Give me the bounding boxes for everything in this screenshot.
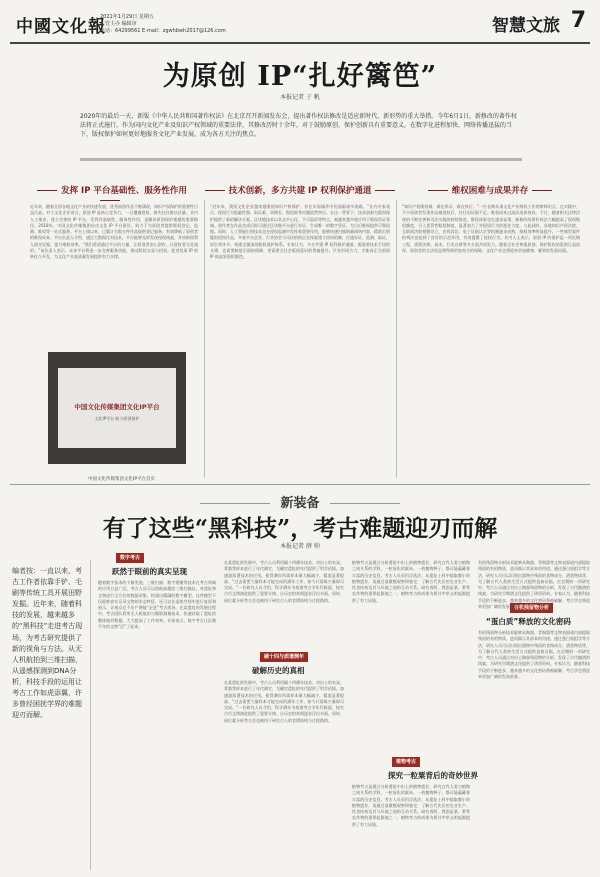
article2-intro: 编者按：一直以来，考古工作者依靠手铲、毛刷等传统工具开展田野发掘。近年来，随着科技的发展，越来越多的“黑科技”走进考古现场，为考古研究提供了新的视角与方法。从无人机航拍到三维扫描，从遥感探测到DNA分析，科技手段的运用让考古工作如虎添翼，许多曾经困扰学界的难题迎刃而解。 <box>12 567 83 720</box>
subhead-residue-analysis: “蛋白质”释放的文化密码 <box>486 617 571 626</box>
subhead-digital-archaeology: 跃然于眼前的真实呈现 <box>112 567 187 576</box>
article1-photo <box>48 352 186 464</box>
masthead-editors: 主管主办 编辑审 <box>100 21 137 27</box>
article2-headline: 有了这些“黑科技”，考古难题迎刃而解 <box>102 515 498 542</box>
masthead-rule <box>10 42 590 44</box>
photo-subtitle: 文化IP平台 助力原创保护 <box>94 416 140 421</box>
column-divider <box>204 200 205 478</box>
page-number: 7 <box>570 8 586 33</box>
article1-col2-heading: 技术创新，多方共建 IP 权利保护通道 <box>200 184 400 196</box>
article2-col-b-text: 在某遗址的发掘中，考古人员利用碳十四测年技术，对出土的木炭、骨骼等样本进行了年代测定，为确定遗址的年代提供了科学依据。加速器质谱技术的应用，使得测年所需样本量大幅减少，精度显著提高。“过去需要大量样本才能完成的测年工作，如今只需极少量即可完成。”一位研究人员介绍。科学测年为构建考古学年代框架、探究古代文明演进提供了重要支撑，让历史的真相逐步浮出水面。同时，同位素分析等方法也被用于研究古人的食谱结构与迁徙路线。 <box>224 680 344 723</box>
tag-digital-archaeology: 数字考古 <box>116 553 144 563</box>
section-rule <box>10 484 590 485</box>
article2-col-d-top-text: 有机残留物分析技术能够从陶器、青铜器等文物表面或内部提取残留的有机物质，进而揭示其原本的用途。通过蛋白质组学等方法，研究人员可以识别出器物中残留的食物成分、酒类物质等，为了解古代人类的生活方式提供直接证据。在近期的一项研究中，考古人员通过对出土陶器残留物的分析，发现了古代酿酒的线索，为研究早期酒文化提供了珍贵资料。专家认为，随着科技手段的不断进步，越来越多的文化密码将被破解，考古学也将迎来更加广阔的发展前景。 <box>478 560 590 610</box>
article2-col-b-top-text: 在某遗址的发掘中，考古人员利用碳十四测年技术，对出土的木炭、骨骼等样本进行了年代测定，为确定遗址的年代提供了科学依据。加速器质谱技术的应用，使得测年所需样本量大幅减少，精度显著提高。“过去需要大量样本才能完成的测年工作，如今只需极少量即可完成。”一位研究人员介绍。科学测年为构建考古学年代框架、探究古代文明演进提供了重要支撑，让历史的真相逐步浮出水面。同时，同位素分析等方法也被用于研究古人的食谱结构与迁徙路线。 <box>224 560 344 603</box>
article1-col2-text: “近年来，我国文化企业越来越重视知识产权保护，但在实际操作中仍面临诸多困难。”业内专家表示，侵权行为隐蔽性强、取证难、周期长、赔偿低等问题依然突出。在这一背景下，技术创新为版权保护提供了新的解决方案。区块链技术以其去中心化、不可篡改等特点，被越来越多地应用于版权存证领域。创作者在作品完成后即可通过区块链平台进行存证，生成唯一的数字凭证，为日后维权提供可靠依据。同时，人工智能识别技术也在侵权监测中发挥着重要作用，能够快速扫描海量网络内容，精准识别疑似侵权作品。多家平台企业、行业协会与司法机构正在探索建立协同机制，打通存证、监测、取证、诉讼等环节，构建全链条的版权保护体系。专家认为，多方共建 IP 权利保护通道，既需要技术手段的支撑，也需要制度层面的保障，更需要全社会版权意识的普遍提升。只有形成合力，才能真正为原创 IP 筑起坚固的篱笆。 <box>210 204 390 260</box>
article1-col3-text: “知识产权维权难，难在举证，难在执行。”一位长期从事文化产业维权工作的律师坦言。在实践中，不少原创者发现作品被侵权后，往往因证据不足、维权成本过高而选择放弃。不过，随着相关法律法规的不断完善和司法实践的持续推进，维权成果也在逐步显现。新修改的著作权法大幅提高了侵权赔偿额度，引入惩罚性赔偿制度，显著加大了对侵权行为的惩处力度。与此同时，各地知识产权法院、互联网法院相继设立，在线诉讼、电子证据认定等机制逐步成熟，维权效率明显提升。一些典型案件的判决也起到了良好的示范作用，有效震慑了侵权行为。业内人士表示，原创 IP 的保护是一项长期工程，需要法律、技术、行业自律等多方面共同发力。随着全社会尊重原创、保护版权的氛围日益浓厚，原创者的合法权益将得到更加充分的保障，文化产业也将迎来更加健康、繁荣的发展局面。 <box>402 204 580 254</box>
article2-col-a-text: 随着数字技术的不断发展，三维扫描、数字建模等技术在考古领域的应用日益广泛。考古人员可以借助高精度三维扫描仪，对遗址和文物进行全方位的数据采集，构建出精确的数字模型。这些模型不仅能够真实记录文物的形态特征，还可以在虚拟空间中进行复原和展示，让观众足不出户便能“走进”考古现场。在某遗址的发掘过程中，考古团队利用无人机航拍与摄影测量技术，快速获取了遗址的整体地形数据，大大提高了工作效率。专家表示，数字考古让沉睡千年的文物“活”了起来。 <box>98 580 216 630</box>
article2-byline: 本报记者 薛 帅 <box>280 543 320 550</box>
masthead-info <box>100 14 226 35</box>
photo-title: 中国文化传媒集团文化IP平台 <box>74 403 160 411</box>
tag-plant-archaeology: 植物考古 <box>392 757 420 767</box>
article2-kicker: 新装备 <box>0 492 600 511</box>
column-divider <box>90 560 91 870</box>
article1-col3-heading: 维权困难与成果并存 <box>402 184 578 196</box>
photo-page-mockup <box>58 368 176 448</box>
masthead-date: 2021年1月29日 星期五 <box>100 14 154 20</box>
article1-col1-heading: 发挥 IP 平台基础性、服务性作用 <box>22 184 198 196</box>
article1-lead <box>80 112 522 164</box>
tag-carbon-dating: 碳十四与质谱测年 <box>260 652 308 662</box>
subhead-carbon-dating: 破解历史的真相 <box>252 666 305 675</box>
article1-photo-caption: 中国文化传媒集团文化IP平台首页 <box>88 477 156 482</box>
section-name: 智慧文旅 <box>492 16 560 36</box>
article2-col-c-top-text: 植物考古是通过分析遗址中出土的植物遗存，研究古代人类与植物之间关系的学科。一粒炭化的粟米、一枚植物种子，都可能蕴藏着丰富的历史信息。考古人员采用浮选法，从遗址土样中提取微小的植物遗存，再通过显微镜观察和鉴定，了解古代先民的农业生产、饮食结构及其与环境之间的互动关系。研究表明，我国是粟、黍等农作物的重要起源地之一，植物考古的成果为探讨中华文明起源提供了有力证据。 <box>352 560 470 603</box>
article1-byline: 本报记者 于 帆 <box>280 94 320 101</box>
subhead-plant-archaeology: 探究一粒粟背后的奇妙世界 <box>388 771 478 780</box>
masthead <box>10 8 590 42</box>
newspaper-logo: 中國文化報 <box>16 17 106 37</box>
article2-col-d-text: 有机残留物分析技术能够从陶器、青铜器等文物表面或内部提取残留的有机物质，进而揭示其原本的用途。通过蛋白质组学等方法，研究人员可以识别出器物中残留的食物成分、酒类物质等，为了解古代人类的生活方式提供直接证据。在近期的一项研究中，考古人员通过对出土陶器残留物的分析，发现了古代酿酒的线索，为研究早期酒文化提供了珍贵资料。专家认为，随着科技手段的不断进步，越来越多的文化密码将被破解，考古学也将迎来更加广阔的发展前景。 <box>478 630 590 680</box>
tag-residue-analysis: 有机残留物分析 <box>510 603 553 613</box>
lead-divider <box>80 158 522 161</box>
article1-col1-text: 近年来，随着全国各地文化产业的快速发展，优秀原创作品不断涌现，知识产权保护的重要性日益凸显。对于文化企业而言，原创 IP 是核心竞争力，一旦遭遇侵权，损失往往难以估量。业内人士指出，建立完善的 IP 平台，发挥其基础性、服务性作用，是解决原创保护难题的重要路径。2018年，中国文化传媒集团启动文化 IP 平台建设，致力于为原创者提供版权登记、监测、维权等一站式服务。平台上线以来，已累计为数万件作品提供登记服务，有效降低了原创者的维权成本。平台负责人介绍，通过大数据比对技术，平台能够及时发现侵权线索，并协助权利人固定证据，提升维权效率。“我们希望通过平台的力量，让原创者安心创作，让侵权者无处遁形。”该负责人表示，未来平台将进一步完善服务功能，推动版权交易与授权，促进优质 IP 的转化与开发，为文化产业高质量发展提供有力支撑。 <box>30 204 198 260</box>
article1-headline: 为原创 IP“扎好篱笆” <box>162 61 438 92</box>
masthead-contact: 电话：64299561 E-mail：zgwhbwh2017@126.com <box>100 28 226 34</box>
column-divider <box>396 200 397 478</box>
article1-lead-text: 2020年的最后一天，新版《中华人民共和国著作权法》在北京召开新闻发布会，提出著作权法修改是适应新时代、新形势的重大举措。今年6月1日，新修改的著作权法将正式施行。作为国内文化产业及知识产权领域的重要法律，其修改历时十余年，对于鼓励原创、保护创新具有重要意义。在数字化进程加快、网络传播迅猛的当下，版权保护如何更好地服务文化产业发展，成为各方关注的焦点。 <box>80 113 517 138</box>
article2-col-c-text: 植物考古是通过分析遗址中出土的植物遗存，研究古代人类与植物之间关系的学科。一粒炭化的粟米、一枚植物种子，都可能蕴藏着丰富的历史信息。考古人员采用浮选法，从遗址土样中提取微小的植物遗存，再通过显微镜观察和鉴定，了解古代先民的农业生产、饮食结构及其与环境之间的互动关系。研究表明，我国是粟、黍等农作物的重要起源地之一，植物考古的成果为探讨中华文明起源提供了有力证据。 <box>352 784 470 827</box>
